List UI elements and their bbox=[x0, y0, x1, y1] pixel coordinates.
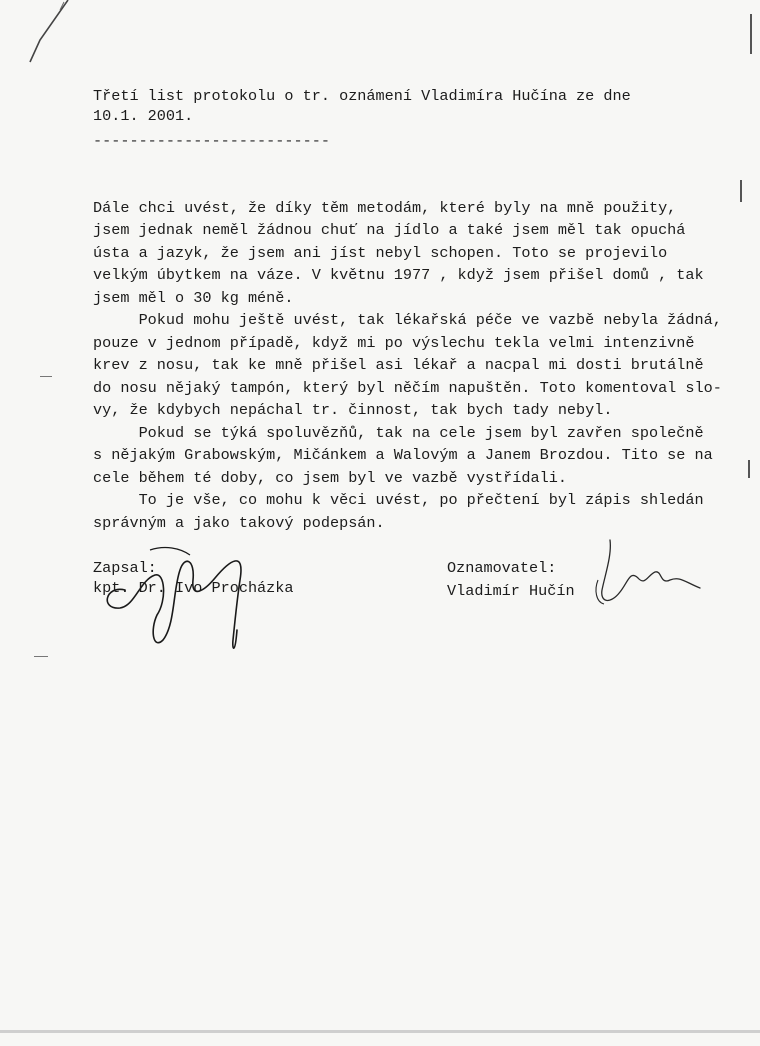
scan-bottom-shadow bbox=[0, 1030, 760, 1033]
body-line: cele během té doby, co jsem byl ve vazbě vystřídali. bbox=[93, 469, 567, 487]
right-signature-name: Vladimír Hučín bbox=[447, 582, 575, 600]
scan-edge-mark bbox=[740, 180, 742, 202]
left-signature-label: Zapsal: bbox=[93, 559, 157, 577]
scan-edge-mark bbox=[748, 460, 750, 478]
header-line-2: 10.1. 2001. bbox=[93, 107, 194, 125]
body-line: Pokud mohu ještě uvést, tak lékařská péče ve vazbě nebyla žádná, bbox=[93, 311, 722, 329]
body-line: To je vše, co mohu k věci uvést, po přečtení byl zápis shledán bbox=[93, 491, 704, 509]
scan-corner-fold bbox=[0, 0, 80, 70]
body-line: vy, že kdybych nepáchal tr. činnost, tak bych tady nebyl. bbox=[93, 401, 613, 419]
scan-edge-mark bbox=[40, 376, 52, 377]
body-line: Pokud se týká spoluvězňů, tak na cele jsem byl zavřen společně bbox=[93, 424, 704, 442]
body-line: ústa a jazyk, že jsem ani jíst nebyl schopen. Toto se projevilo bbox=[93, 244, 668, 262]
handwritten-signature-left bbox=[95, 530, 265, 660]
scan-edge-mark bbox=[34, 656, 48, 657]
body-line: pouze v jednom případě, když mi po výslechu tekla velmi intenzivně bbox=[93, 334, 695, 352]
right-signature-label: Oznamovatel: bbox=[447, 559, 557, 577]
body-line: správným a jako takový podepsán. bbox=[93, 514, 385, 532]
body-line: krev z nosu, tak ke mně přišel asi lékař a nacpal mi dosti brutálně bbox=[93, 356, 704, 374]
body-line: jsem jednak neměl žádnou chuť na jídlo a také jsem měl tak opuchá bbox=[93, 221, 686, 239]
scan-edge-mark bbox=[750, 14, 752, 54]
left-signature-name: kpt. Dr. Ivo Procházka bbox=[93, 579, 294, 597]
body-line: jsem měl o 30 kg méně. bbox=[93, 289, 294, 307]
body-line: s nějakým Grabowským, Mičánkem a Walovým a Janem Brozdou. Tito se na bbox=[93, 446, 713, 464]
header-rule: -------------------------- bbox=[93, 132, 330, 150]
header-line-1: Třetí list protokolu o tr. oznámení Vladimíra Hučína ze dne bbox=[93, 87, 631, 105]
body-line: velkým úbytkem na váze. V květnu 1977 , když jsem přišel domů , tak bbox=[93, 266, 704, 284]
body-line: Dále chci uvést, že díky těm metodám, které byly na mně použity, bbox=[93, 199, 677, 217]
body-line: do nosu nějaký tampón, který byl něčím napuštěn. Toto komentoval slo- bbox=[93, 379, 722, 397]
handwritten-signature-right bbox=[590, 530, 710, 630]
